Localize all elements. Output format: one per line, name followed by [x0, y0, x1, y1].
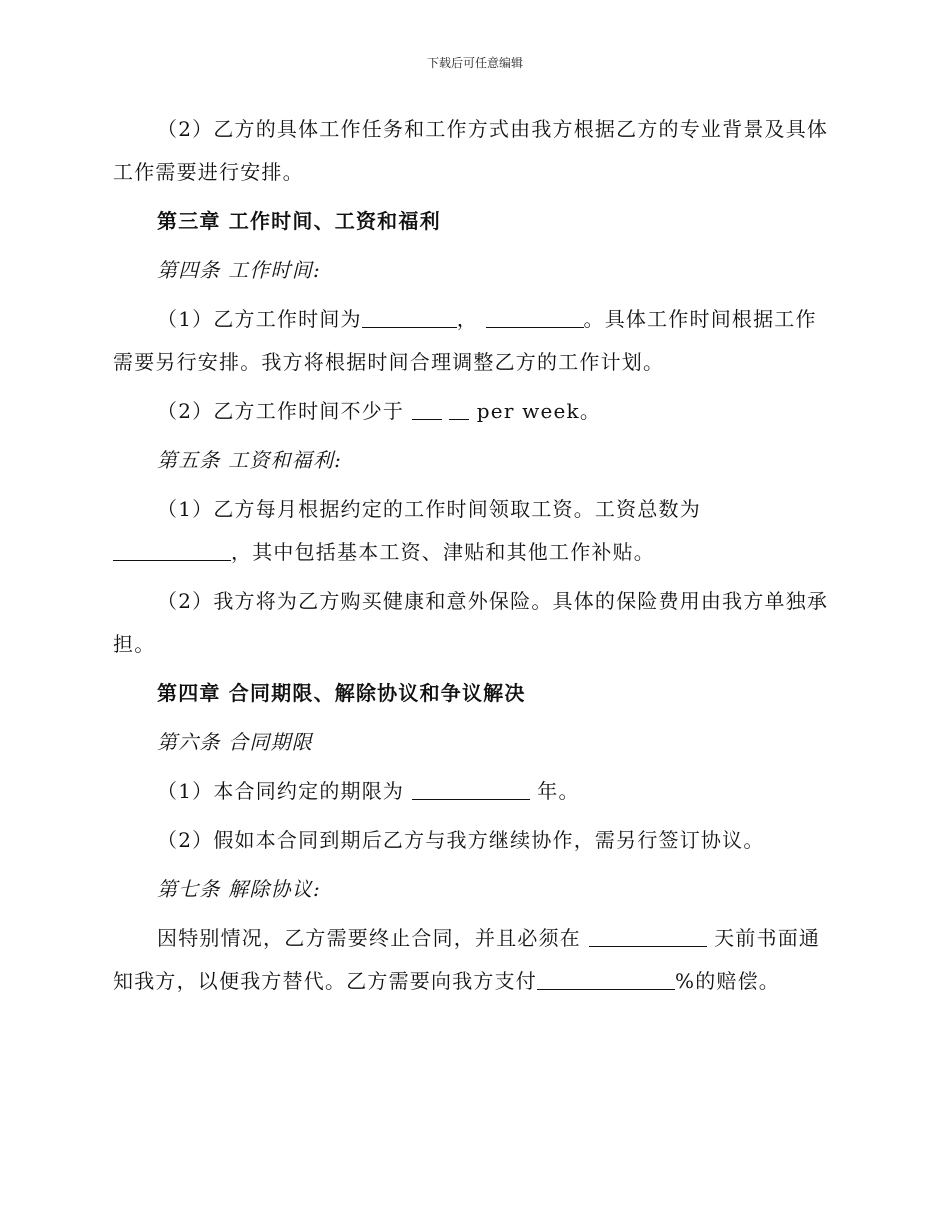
salary-blank[interactable] — [113, 542, 231, 561]
paragraph-termination: 因特别情况，乙方需要终止合同，并且必须在 天前书面通知我方，以便我方替代。乙方需要向我方支付 %的赔偿。 — [113, 926, 821, 993]
work-hours-blank-2[interactable] — [486, 309, 584, 328]
article-5-heading: 第五条 工资和福利: — [157, 448, 343, 472]
paragraph-min-hours: （2）乙方工作时间不少于 per week。 — [157, 399, 602, 423]
compensation-percent-blank[interactable] — [537, 971, 675, 990]
paragraph-work-hours: （1）乙方工作时间为 ， 。具体工作时间根据工作需要另行安排。我方将根据时间合理调整乙方的工作计划。 — [113, 307, 817, 374]
chapter-3-heading: 第三章 工作时间、工资和福利 — [157, 209, 441, 233]
article-7-heading: 第七条 解除协议: — [157, 877, 321, 901]
document-body — [113, 108, 833, 1003]
paragraph-task-arrangement: （2）乙方的具体工作任务和工作方式由我方根据乙方的专业背景及具体工作需要进行安排。 — [113, 117, 829, 184]
page-header: 下载后可任意编辑 — [426, 56, 523, 70]
article-4-heading: 第四条 工作时间: — [157, 258, 321, 282]
paragraph-renewal: （2）假如本合同到期后乙方与我方继续协作，需另行签订协议。 — [157, 828, 765, 852]
article-6-heading: 第六条 合同期限 — [157, 730, 313, 754]
paragraph-insurance: （2）我方将为乙方购买健康和意外保险。具体的保险费用由我方单独承担。 — [113, 589, 829, 656]
contract-years-blank[interactable] — [412, 781, 530, 800]
paragraph-contract-term: （1）本合同约定的期限为 年。 — [157, 779, 580, 803]
paragraph-salary: （1）乙方每月根据约定的工作时间领取工资。工资总数为 ，其中包括基本工资、津贴和其他工作补贴。 — [113, 488, 833, 574]
work-hours-blank-1[interactable] — [362, 309, 457, 328]
notice-days-blank[interactable] — [589, 928, 707, 947]
min-hours-blank-2[interactable] — [449, 401, 469, 420]
chapter-4-heading: 第四章 合同期限、解除协议和争议解决 — [157, 681, 526, 705]
min-hours-blank-1[interactable] — [412, 401, 442, 420]
